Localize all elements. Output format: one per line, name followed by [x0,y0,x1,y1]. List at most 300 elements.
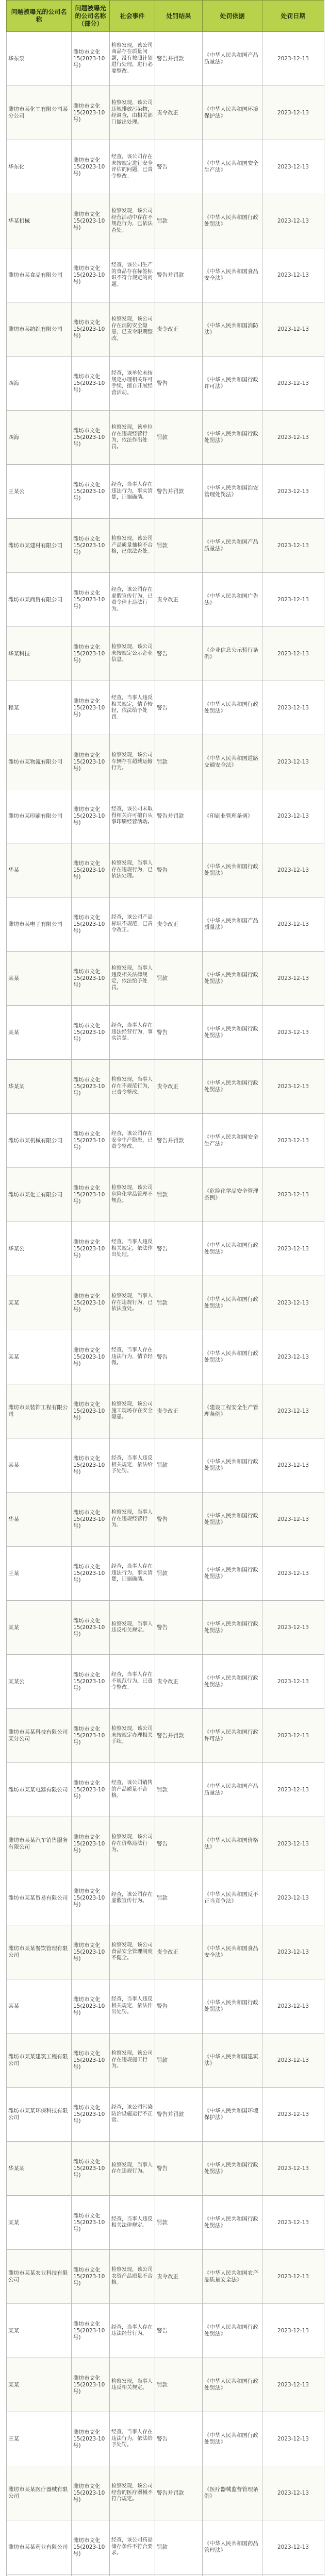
cell-date: 2023-12-13 [262,2466,324,2520]
table-row [7,1060,324,1114]
cell-issue: 检察发现，当事人存在不规范行为，已责令整改。 [110,1060,155,1114]
cell-basis: 《中华人民共和国治安管理处罚法》 [203,465,262,519]
cell-date: 2023-12-13 [262,2358,324,2412]
cell-date: 2023-12-13 [262,140,324,194]
cell-result: 罚款 [155,1763,203,1817]
table-header-row [7,1,324,32]
cell-date: 2023-12-13 [262,1222,324,1276]
cell-basis: 《中华人民共和国行政处罚法》 [203,411,262,465]
cell-company-name: 华某科技 [7,627,72,681]
cell-basis: 《中华人民共和国行政处罚法》 [203,1601,262,1655]
cell-date: 2023-12-13 [262,2142,324,2196]
cell-registration: 潍坊市文化 15(2023-10号) [72,302,110,357]
cell-basis: 《中华人民共和国道路交通安全法》 [203,735,262,789]
cell-date: 2023-12-13 [262,1384,324,1438]
cell-date: 2023-12-13 [262,897,324,952]
cell-result: 警告 [155,627,203,681]
cell-registration: 潍坊市文化 15(2023-10号) [72,2033,110,2088]
cell-result: 警告 [155,1817,203,1871]
cell-result: 罚款 [155,1168,203,1222]
cell-result: 责令改正 [155,897,203,952]
cell-company-name: 华某公 [7,1222,72,1276]
cell-basis: 《中华人民共和国行政处罚法》 [203,1655,262,1709]
cell-basis: 《建设工程安全生产管理条例》 [203,1384,262,1438]
table-row [7,32,324,86]
table-row [7,1006,324,1060]
penalty-table [6,0,324,2576]
cell-registration: 潍坊市文化 15(2023-10号) [72,2466,110,2520]
cell-company-name: 潍坊市某某环保科技有限公司 [7,2088,72,2142]
cell-basis: 《中华人民共和国行政处罚法》 [203,1438,262,1493]
cell-basis: 《中华人民共和国价格法》 [203,1817,262,1871]
cell-issue: 检察发现，该公司经营活动中存在不规范行为，已依法查处。 [110,194,155,248]
table-row [7,1601,324,1655]
table-row [7,1763,324,1817]
cell-registration: 潍坊市文化 15(2023-10号) [72,1330,110,1384]
cell-result: 警告并罚款 [155,789,203,843]
cell-registration: 潍坊市文化 15(2023-10号) [72,1817,110,1871]
cell-company-name: 潍坊市某物流有限公司 [7,735,72,789]
cell-issue: 经查，当事人违反相关规定，依法作出处理。 [110,1222,155,1276]
cell-company-name: 潍坊市某装饰工程有限公司 [7,1384,72,1438]
cell-basis: 《中华人民共和国反不正当竞争法》 [203,1871,262,1925]
cell-date: 2023-12-13 [262,1925,324,1979]
cell-registration: 潍坊市文化 15(2023-10号) [72,843,110,897]
cell-basis: 《中华人民共和国行政处罚法》 [203,2358,262,2412]
cell-company-name: 潍坊市某商贸有限公司 [7,573,72,627]
cell-basis: 《中华人民共和国安全生产法》 [203,1114,262,1168]
cell-registration: 潍坊市文化 15(2023-10号) [72,86,110,140]
cell-company-name: 华东化 [7,140,72,194]
cell-company-name: 华某 [7,1493,72,1547]
penalty-table-container [6,0,324,2576]
cell-basis: 《医疗器械监督管理条例》 [203,2466,262,2520]
cell-company-name: 四海 [7,411,72,465]
table-row [7,1655,324,1709]
cell-date: 2023-12-13 [262,1114,324,1168]
cell-registration: 潍坊市文化 15(2023-10号) [72,2250,110,2304]
cell-date: 2023-12-13 [262,1060,324,1114]
cell-date: 2023-12-13 [262,1763,324,1817]
cell-registration: 潍坊市文化 15(2023-10号) [72,789,110,843]
cell-registration: 潍坊市文化 15(2023-10号) [72,140,110,194]
cell-basis: 《中华人民共和国行政许可法》 [203,1709,262,1763]
cell-registration: 潍坊市文化 15(2023-10号) [72,2142,110,2196]
table-row [7,465,324,519]
cell-basis: 《中华人民共和国行政处罚法》 [203,1276,262,1330]
cell-date: 2023-12-13 [262,2033,324,2088]
table-body [7,32,324,2576]
table-row [7,1547,324,1601]
cell-basis: 《印刷业管理条例》 [203,789,262,843]
cell-date: 2023-12-13 [262,2088,324,2142]
table-row [7,1493,324,1547]
cell-result: 警告 [155,1979,203,2033]
cell-basis: 《中华人民共和国环境保护法》 [203,2088,262,2142]
cell-result: 警告 [155,1006,203,1060]
cell-company-name: 潍坊市某某贸易有限公司 [7,1871,72,1925]
cell-company-name: 王某 [7,1547,72,1601]
cell-issue: 经查，该公司存在安全生产隐患，已责令整改。 [110,1114,155,1168]
cell-basis: 《中华人民共和国产品质量法》 [203,1763,262,1817]
cell-basis: 《中华人民共和国广告法》 [203,573,262,627]
cell-basis: 《中华人民共和国行政处罚法》 [203,1493,262,1547]
cell-result: 罚款 [155,1871,203,1925]
cell-issue: 检察发现，当事人违反相关规定。 [110,2358,155,2412]
cell-issue [110,2574,155,2576]
cell-registration: 潍坊市文化 15(2023-10号) [72,465,110,519]
cell-registration [72,2574,110,2576]
table-row [7,681,324,735]
cell-company-name: 某某 [7,2358,72,2412]
cell-company-name: 某某 [7,1006,72,1060]
table-row [7,1384,324,1438]
cell-company-name: 某某 [7,2196,72,2250]
cell-registration: 潍坊市文化 15(2023-10号) [72,1384,110,1438]
cell-result: 警告 [155,1493,203,1547]
table-row [7,357,324,411]
cell-company-name: 潍坊市某某药业有限公司 [7,2520,72,2574]
table-row [7,2088,324,2142]
header-registration: 问题被曝光的公司名称（部分） [72,1,110,32]
cell-issue: 经查，当事人存在违法行为，事实清楚，证据确凿。 [110,1547,155,1601]
cell-issue: 经查，该公司产品标识不规范，已责令改正。 [110,897,155,952]
cell-registration: 潍坊市文化 15(2023-10号) [72,1979,110,2033]
cell-registration: 潍坊市文化 15(2023-10号) [72,2088,110,2142]
cell-issue: 检察发现，该公司存在违规施工行为。 [110,2033,155,2088]
cell-issue: 经查，该公司存在虚假宣传行为。 [110,1871,155,1925]
cell-date: 2023-12-13 [262,1655,324,1709]
cell-basis: 《中华人民共和国行政处罚法》 [203,1979,262,2033]
table-row [7,2412,324,2466]
cell-company-name: 某某 [7,1979,72,2033]
header-date: 处罚日期 [262,1,324,32]
cell-date: 2023-12-13 [262,735,324,789]
table-row [7,1114,324,1168]
cell-result: 责令改正 [155,1384,203,1438]
cell-registration: 潍坊市文化 15(2023-10号) [72,2196,110,2250]
cell-company-name: 潍坊市某电子有限公司 [7,897,72,952]
cell-issue: 经查，该公司污染防治设施运行不正常。 [110,2088,155,2142]
table-row [7,1709,324,1763]
cell-registration: 潍坊市文化 15(2023-10号) [72,1493,110,1547]
table-row [7,952,324,1006]
cell-registration: 潍坊市文化 15(2023-10号) [72,1871,110,1925]
cell-issue: 经查，当事人违反相关法律规定。 [110,2196,155,2250]
cell-date: 2023-12-13 [262,681,324,735]
cell-result: 责令改正 [155,86,203,140]
cell-company-name: 潍坊市某印刷有限公司 [7,789,72,843]
cell-basis: 《中华人民共和国消防法》 [203,302,262,357]
cell-issue: 检察发现，该公司未按规定公示企业信息。 [110,627,155,681]
cell-date: 2023-12-13 [262,2196,324,2250]
table-row [7,2304,324,2358]
cell-company-name: 某某 [7,1438,72,1493]
cell-registration: 潍坊市文化 15(2023-10号) [72,2520,110,2574]
cell-company-name: 潍坊市某某建筑工程有限公司 [7,2033,72,2088]
cell-registration: 潍坊市文化 15(2023-10号) [72,1547,110,1601]
cell-date: 2023-12-13 [262,1709,324,1763]
cell-result: 罚款 [155,952,203,1006]
cell-basis: 《中华人民共和国行政许可法》 [203,357,262,411]
table-row [7,2033,324,2088]
cell-issue: 经查，当事人存在违法经营行为。 [110,2304,155,2358]
cell-basis: 《危险化学品安全管理条例》 [203,1168,262,1222]
cell-date: 2023-12-13 [262,302,324,357]
cell-company-name: 潍坊市某某科技有限公司某分公司 [7,1709,72,1763]
table-row [7,1979,324,2033]
cell-result: 警告并罚款 [155,1709,203,1763]
cell-basis: 《中华人民共和国药品管理法》 [203,2520,262,2574]
table-row [7,2196,324,2250]
cell-registration: 潍坊市文化 15(2023-10号) [72,2304,110,2358]
cell-result: 罚款 [155,194,203,248]
cell-company-name: 四海 [7,357,72,411]
cell-result: 罚款 [155,1547,203,1601]
cell-registration: 潍坊市文化 15(2023-10号) [72,2358,110,2412]
cell-company-name: 潍坊市某某医疗器械有限公司 [7,2466,72,2520]
cell-company-name: 王某 [7,2412,72,2466]
cell-issue: 经查，当事人存在违法行为，事实清楚，证据确凿。 [110,465,155,519]
cell-basis: 《中华人民共和国安全生产法》 [203,140,262,194]
cell-basis: 《中华人民共和国产品质量法》 [203,32,262,86]
cell-company-name: 某某 [7,2304,72,2358]
cell-issue: 经查，该公司药品储存条件不符合要求。 [110,2520,155,2574]
cell-company-name: 潍坊市某某农业科技有限公司 [7,2250,72,2304]
cell-date: 2023-12-13 [262,573,324,627]
cell-date: 2023-12-13 [262,2520,324,2574]
cell-registration: 潍坊市文化 15(2023-10号) [72,1168,110,1222]
header-result: 处罚结果 [155,1,203,32]
cell-result: 警告 [155,1601,203,1655]
cell-basis: 《中华人民共和国行政处罚法》 [203,1222,262,1276]
cell-result: 警告 [155,843,203,897]
table-row [7,2574,324,2576]
cell-date: 2023-12-13 [262,1979,324,2033]
cell-registration: 潍坊市文化 15(2023-10号) [72,32,110,86]
cell-registration: 潍坊市文化 15(2023-10号) [72,1601,110,1655]
cell-issue: 检察发现，该公司食品安全管理制度不健全。 [110,1925,155,1979]
cell-issue: 经查，该公司生产的食品存在标签标识不符合规定的问题。 [110,248,155,302]
cell-date: 2023-12-13 [262,32,324,86]
cell-result: 责令改正 [155,1925,203,1979]
cell-registration: 潍坊市文化 15(2023-10号) [72,897,110,952]
table-row [7,2250,324,2304]
cell-result: 责令改正 [155,573,203,627]
cell-issue: 检察发现，该公司违规排放污染物，经调查，由相关部门做出处理。 [110,86,155,140]
cell-date: 2023-12-13 [262,1547,324,1601]
cell-date: 2023-12-13 [262,1330,324,1384]
cell-date: 2023-12-13 [262,1168,324,1222]
cell-basis: 《中华人民共和国行政处罚法》 [203,2304,262,2358]
table-row [7,1925,324,1979]
cell-registration: 潍坊市文化 15(2023-10号) [72,735,110,789]
cell-company-name: 华某 [7,843,72,897]
cell-registration: 潍坊市文化 15(2023-10号) [72,194,110,248]
cell-issue: 检察发现，当事人违反相关规定。 [110,1601,155,1655]
cell-registration: 潍坊市文化 15(2023-10号) [72,1222,110,1276]
cell-registration: 潍坊市文化 15(2023-10号) [72,357,110,411]
cell-issue: 检察发现，该单位存在违规经营行为，依法作出处罚。 [110,411,155,465]
cell-date: 2023-12-13 [262,357,324,411]
table-row [7,843,324,897]
cell-basis: 《企业信息公示暂行条例》 [203,627,262,681]
cell-company-name: 华某某 [7,1060,72,1114]
cell-basis [203,2574,262,2576]
cell-registration: 潍坊市文化 15(2023-10号) [72,411,110,465]
table-row [7,302,324,357]
cell-issue: 经查，当事人违反相关规定，依法给予处罚。 [110,1438,155,1493]
table-row [7,627,324,681]
cell-basis: 《中华人民共和国行政处罚法》 [203,1547,262,1601]
cell-company-name: 华东泵 [7,32,72,86]
cell-date: 2023-12-13 [262,1438,324,1493]
table-row [7,2466,324,2520]
table-row [7,1330,324,1384]
table-row [7,2358,324,2412]
cell-basis: 《中华人民共和国行政处罚法》 [203,952,262,1006]
cell-registration: 潍坊市文化 15(2023-10号) [72,1114,110,1168]
cell-result: 责令改正 [155,1655,203,1709]
cell-basis: 《中华人民共和国行政处罚法》 [203,2412,262,2466]
header-issue: 社会事件 [110,1,155,32]
cell-company-name: 某某公 [7,1655,72,1709]
cell-basis: 《中华人民共和国环境保护法》 [203,86,262,140]
cell-company-name: 潍坊市某某餐饮管理有限公司 [7,1925,72,1979]
cell-issue: 检察发现，该公司经营的医疗器械不符合规定。 [110,2466,155,2520]
cell-result: 责令改正 [155,2250,203,2304]
cell-registration: 潍坊市文化 15(2023-10号) [72,952,110,1006]
cell-issue: 经查，当事人存在不规范行为，已责令整改。 [110,1655,155,1709]
cell-basis: 《中华人民共和国行政处罚法》 [203,1006,262,1060]
cell-date: 2023-12-13 [262,1817,324,1871]
cell-date: 2023-12-13 [262,465,324,519]
cell-result: 罚款 [155,411,203,465]
cell-company-name: 华某机械 [7,194,72,248]
cell-issue: 检察发现，当事人存在违规经营行为。 [110,1493,155,1547]
cell-company-name: 某某 [7,1601,72,1655]
cell-issue: 经查，当事人违反相关规定，依法作出处罚。 [110,1979,155,2033]
table-row [7,1871,324,1925]
cell-registration: 潍坊市文化 15(2023-10号) [72,1276,110,1330]
table-row [7,897,324,952]
cell-result: 责令改正 [155,302,203,357]
cell-company-name: 某某 [7,952,72,1006]
cell-registration: 潍坊市文化 15(2023-10号) [72,1763,110,1817]
table-row [7,519,324,573]
cell-result: 罚款 [155,2358,203,2412]
cell-result: 警告并罚款 [155,465,203,519]
cell-date: 2023-12-13 [262,843,324,897]
cell-registration: 潍坊市文化 15(2023-10号) [72,1060,110,1114]
cell-registration: 潍坊市文化 15(2023-10号) [72,2412,110,2466]
cell-issue: 检察发现，该公司商品存在质量问题，没有按照计划进行处理，进行必要整改。 [110,32,155,86]
cell-basis: 《中华人民共和国农产品质量安全法》 [203,2250,262,2304]
cell-basis: 《中华人民共和国食品安全法》 [203,1925,262,1979]
cell-issue: 经查，该公司未取得相关许可擅自从事印刷经营活动。 [110,789,155,843]
cell-result: 警告 [155,1330,203,1384]
cell-date: 2023-12-13 [262,1493,324,1547]
cell-company-name: 某某 [7,1330,72,1384]
cell-date: 2023-12-13 [262,1006,324,1060]
cell-basis: 《中华人民共和国产品质量法》 [203,897,262,952]
cell-result: 警告 [155,681,203,735]
cell-result: 罚款 [155,2520,203,2574]
cell-date: 2023-12-13 [262,86,324,140]
table-row [7,411,324,465]
cell-company-name: 程某 [7,681,72,735]
table-row [7,1168,324,1222]
cell-registration: 潍坊市文化 15(2023-10号) [72,1655,110,1709]
cell-basis: 《中华人民共和国建筑法》 [203,2033,262,2088]
cell-company-name: 潍坊市某某汽车销售服务有限公司 [7,1817,72,1871]
header-basis: 处罚依据 [203,1,262,32]
cell-company-name: 潍坊市某机械有限公司 [7,1114,72,1168]
cell-company-name: 潍坊市某化工有限公司某分公司 [7,86,72,140]
cell-issue: 经查，当事人存在违法经营行为，事实清楚。 [110,1006,155,1060]
cell-issue: 检察发现，当事人存在违规行为，已依法查处。 [110,1276,155,1330]
cell-company-name: 潍坊市某化工有限公司 [7,1168,72,1222]
cell-company-name: 华某某 [7,2142,72,2196]
cell-registration: 潍坊市文化 15(2023-10号) [72,573,110,627]
cell-company-name [7,2574,72,2576]
cell-result: 警告 [155,140,203,194]
cell-issue: 检察发现，该公司施工现场存在安全隐患。 [110,1384,155,1438]
cell-date: 2023-12-13 [262,411,324,465]
cell-issue: 经查，当事人存在违法行为，依法给予处罚。 [110,2412,155,2466]
cell-issue: 经查，该公司存在未按规定进行安全评估的问题，已责令整改。 [110,140,155,194]
cell-issue: 检察发现，该公司危险化学品管理不规范。 [110,1168,155,1222]
cell-result: 罚款 [155,2196,203,2250]
cell-registration: 潍坊市文化 15(2023-10号) [72,1925,110,1979]
table-row [7,789,324,843]
cell-result: 罚款 [155,735,203,789]
cell-registration: 潍坊市文化 15(2023-10号) [72,519,110,573]
cell-company-name: 潍坊市某纺织有限公司 [7,302,72,357]
cell-result: 罚款 [155,519,203,573]
cell-result: 警告并罚款 [155,2466,203,2520]
cell-date: 2023-12-13 [262,2250,324,2304]
cell-issue: 检察发现，该公司车辆存在超载运输行为。 [110,735,155,789]
cell-basis: 《中华人民共和国行政处罚法》 [203,1060,262,1114]
table-row [7,1817,324,1871]
cell-date: 2023-12-13 [262,1871,324,1925]
table-row [7,86,324,140]
cell-result: 警告 [155,2412,203,2466]
cell-result [155,2574,203,2576]
cell-issue: 检察发现，该公司产品质量抽检不合格，已依法查处。 [110,519,155,573]
header-company: 问题被曝光的公司名称 [7,1,72,32]
cell-registration: 潍坊市文化 15(2023-10号) [72,1438,110,1493]
table-row [7,194,324,248]
cell-registration: 潍坊市文化 15(2023-10号) [72,248,110,302]
cell-registration: 潍坊市文化 15(2023-10号) [72,1709,110,1763]
table-row [7,1276,324,1330]
cell-company-name: 潍坊市某建材有限公司 [7,519,72,573]
cell-result: 警告并罚款 [155,1114,203,1168]
cell-issue: 检察发现，当事人存在违规行为。 [110,2142,155,2196]
cell-date [262,2574,324,2576]
cell-basis: 《中华人民共和国行政处罚法》 [203,681,262,735]
cell-date: 2023-12-13 [262,1276,324,1330]
cell-result: 责令改正 [155,1060,203,1114]
cell-company-name: 潍坊市某食品有限公司 [7,248,72,302]
cell-result: 警告并罚款 [155,32,203,86]
table-row [7,573,324,627]
cell-issue: 经查，当事人存在违法行为，情节轻微。 [110,1330,155,1384]
cell-issue: 检察发现，该公司未按规定办理相关手续。 [110,1709,155,1763]
cell-result: 罚款 [155,1438,203,1493]
